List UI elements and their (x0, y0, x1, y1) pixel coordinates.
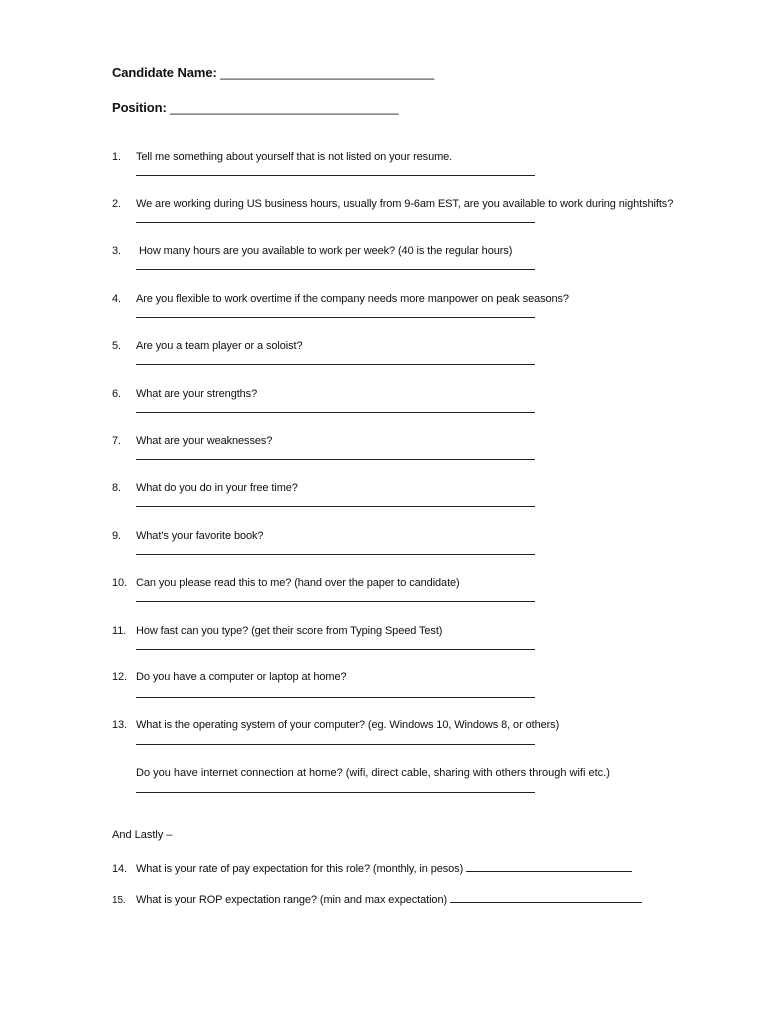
question-4 (112, 293, 569, 305)
question-10 (112, 577, 460, 589)
candidate-name-row (112, 65, 434, 80)
answer-line-7[interactable] (136, 459, 535, 460)
question-number: 12. (112, 671, 127, 683)
question-number: 13. (112, 719, 127, 731)
answer-line-12[interactable] (136, 697, 535, 698)
internet-question: Do you have internet connection at home? (wifi, direct cable, sharing with others through wifi etc.) (136, 767, 610, 779)
answer-line-10[interactable] (136, 601, 535, 602)
question-text: What is your rate of pay expectation for this role? (monthly, in pesos) (136, 863, 464, 875)
question-text: How fast can you type? (get their score from Typing Speed Test) (136, 625, 443, 637)
question-11 (112, 625, 442, 637)
question-number: 14. (112, 863, 127, 875)
question-1 (112, 151, 452, 163)
answer-line-3[interactable] (136, 269, 535, 270)
answer-line-internet[interactable] (136, 792, 535, 793)
question-text: What do you do in your free time? (136, 482, 298, 494)
question-number: 1. (112, 151, 121, 163)
question-14 (112, 862, 632, 875)
answer-line-1[interactable] (136, 175, 535, 176)
question-number: 7. (112, 435, 121, 447)
question-number: 15. (112, 895, 126, 906)
question-8 (112, 482, 298, 494)
answer-blank-15[interactable] (450, 893, 642, 903)
question-7 (112, 435, 272, 447)
question-text: Do you have a computer or laptop at home? (136, 671, 347, 683)
answer-line-11[interactable] (136, 649, 535, 650)
question-2 (112, 198, 673, 210)
question-3 (112, 245, 512, 257)
question-text: We are working during US business hours, usually from 9-6am EST, are you available to work during nightshifts? (136, 198, 674, 210)
question-5 (112, 340, 302, 352)
candidate-name-blank[interactable]: ______________________________ (220, 65, 435, 80)
answer-line-13[interactable] (136, 744, 535, 745)
question-6 (112, 388, 257, 400)
position-row (112, 100, 398, 115)
answer-line-8[interactable] (136, 506, 535, 507)
question-text: What’s your favorite book? (136, 530, 264, 542)
question-number: 6. (112, 388, 121, 400)
question-9 (112, 530, 263, 542)
question-number: 2. (112, 198, 121, 210)
answer-line-9[interactable] (136, 554, 535, 555)
closing-label: And Lastly – (112, 829, 173, 841)
answer-line-5[interactable] (136, 364, 535, 365)
question-text: Are you flexible to work overtime if the company needs more manpower on peak seasons? (136, 293, 569, 305)
question-number: 5. (112, 340, 121, 352)
question-15 (112, 893, 642, 906)
question-number: 4. (112, 293, 121, 305)
question-number: 8. (112, 482, 121, 494)
answer-blank-14[interactable] (466, 862, 632, 872)
question-text: What are your strengths? (136, 388, 258, 400)
position-blank[interactable]: ________________________________ (170, 100, 399, 115)
question-number: 9. (112, 530, 121, 542)
question-number: 10. (112, 577, 127, 589)
question-text: How many hours are you available to work per week? (40 is the regular hours) (136, 245, 513, 257)
answer-line-4[interactable] (136, 317, 535, 318)
question-text: What are your weaknesses? (136, 435, 273, 447)
position-label: Position: (112, 100, 167, 115)
question-text: What is your ROP expectation range? (min and max expectation) (136, 894, 448, 906)
answer-line-6[interactable] (136, 412, 535, 413)
question-number: 11. (112, 625, 127, 637)
question-text: What is the operating system of your computer? (eg. Windows 10, Windows 8, or others) (136, 719, 560, 731)
question-text: Tell me something about yourself that is not listed on your resume. (136, 151, 453, 163)
question-text: Are you a team player or a soloist? (136, 340, 303, 352)
question-12 (112, 671, 347, 683)
answer-line-2[interactable] (136, 222, 535, 223)
question-number: 3. (112, 245, 121, 257)
candidate-name-label: Candidate Name: (112, 65, 217, 80)
question-text: Can you please read this to me? (hand over the paper to candidate) (136, 577, 460, 589)
question-13 (112, 719, 559, 731)
